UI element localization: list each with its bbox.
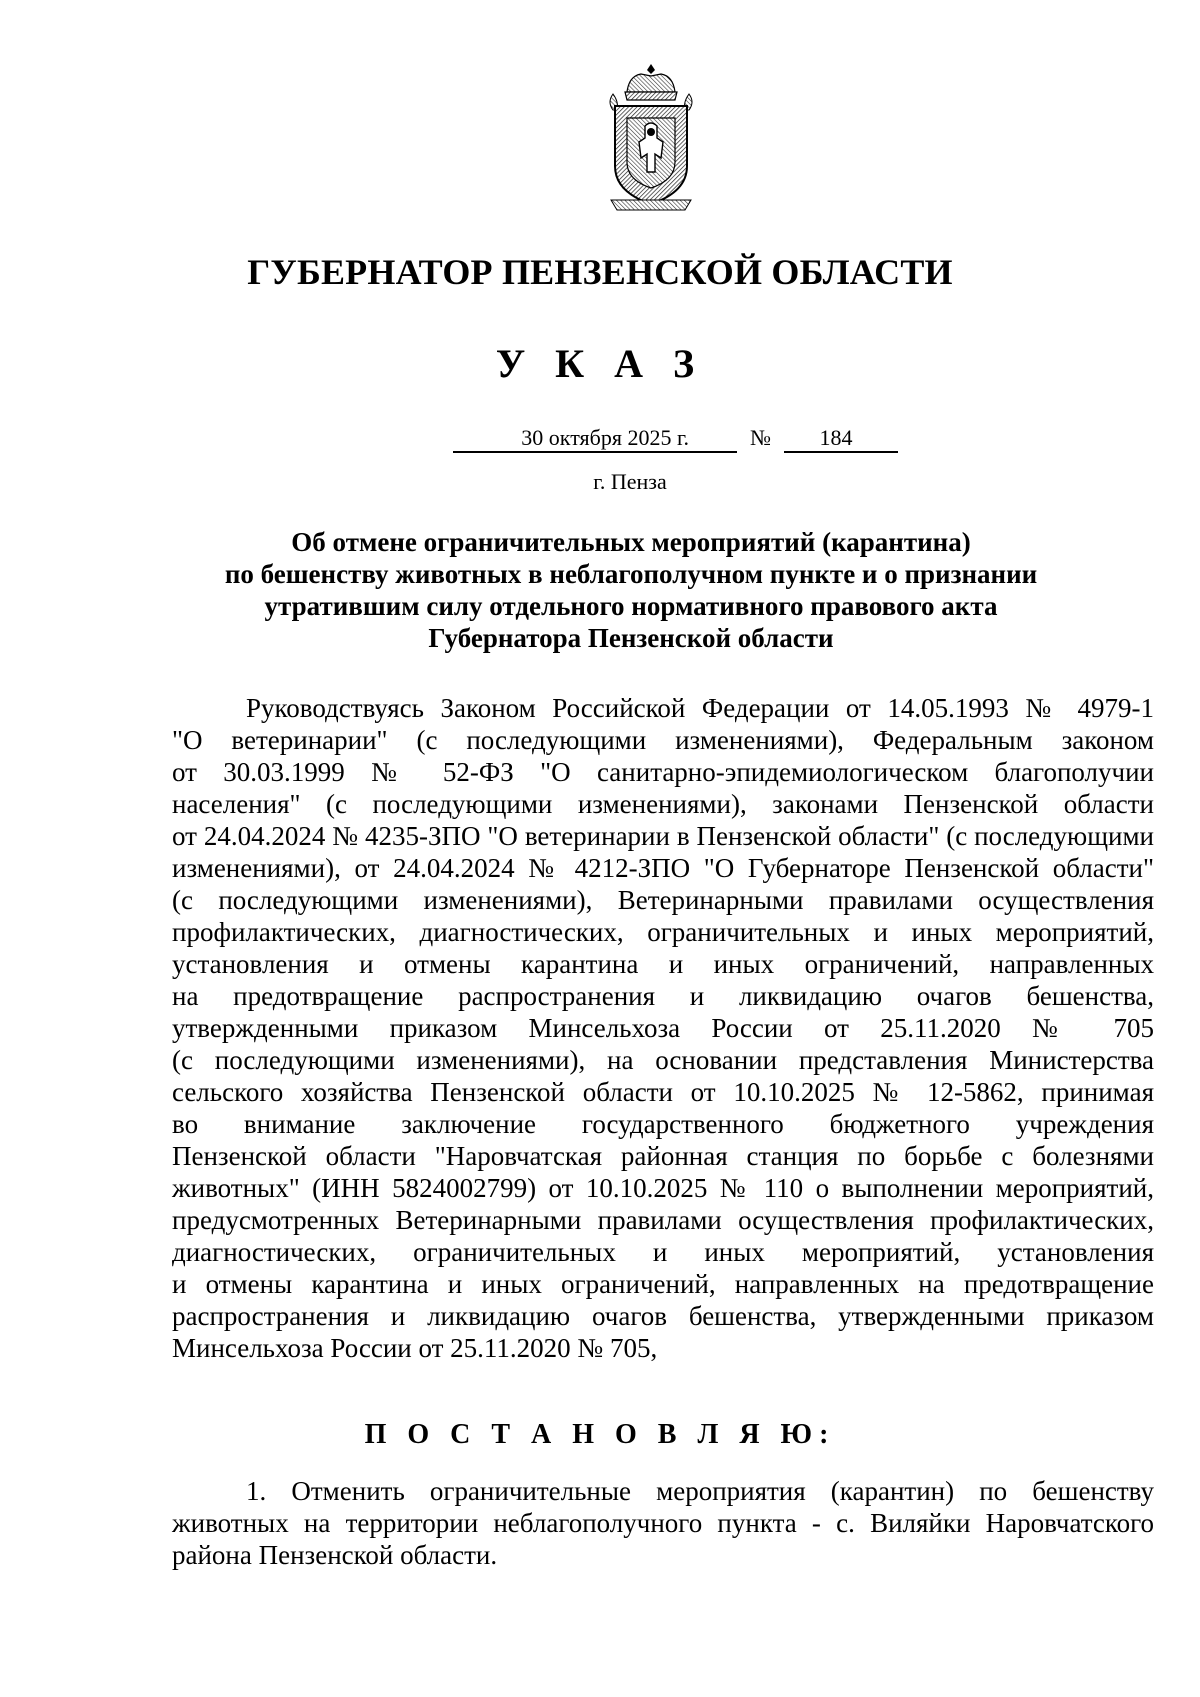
item-line: 1. Отменить ограничительные мероприятия (карантин) по бешенству — [246, 1476, 1154, 1506]
preamble-line: предусмотренных Ветеринарными правилами осуществления профилактических, — [172, 1205, 1154, 1235]
preamble-line: Пензенской области "Наровчатская районная станция по борьбе с болезнями — [172, 1141, 1154, 1171]
preamble-line: "О ветеринарии" (с последующими изменениями), Федеральным законом — [172, 725, 1154, 755]
subject-line: Об отмене ограничительных мероприятий (карантина) — [291, 527, 971, 557]
preamble-line: животных" (ИНН 5824002799) от 10.10.2025 № 110 о выполнении мероприятий, — [172, 1173, 1154, 1203]
preamble-line: профилактических, диагностических, ограничительных и иных мероприятий, — [172, 917, 1154, 947]
preamble-line: от 30.03.1999 № 52-ФЗ "О санитарно-эпидемиологическом благополучии — [172, 757, 1154, 787]
preamble-line: сельского хозяйства Пензенской области от 10.10.2025 № 12-5862, принимая — [172, 1077, 1154, 1107]
preamble-line: (с последующими изменениями), на основании представления Министерства — [172, 1045, 1154, 1075]
preamble-line: диагностических, ограничительных и иных мероприятий, установления — [172, 1237, 1154, 1267]
resolution-item-1 — [172, 1475, 1154, 1571]
number-sign: № — [750, 425, 771, 450]
issuing-authority-title: ГУБЕРНАТОР ПЕНЗЕНСКОЙ ОБЛАСТИ — [247, 252, 953, 292]
document-subject — [200, 526, 1062, 654]
preamble-line: и отмены карантина и иных ограничений, направленных на предотвращение — [172, 1269, 1154, 1299]
preamble-line: населения" (с последующими изменениями), законами Пензенской области — [172, 789, 1154, 819]
subject-line: утратившим силу отдельного нормативного правового акта — [264, 591, 998, 621]
preamble-line: на предотвращение распространения и ликвидацию очагов бешенства, — [172, 981, 1154, 1011]
issue-city: г. Пенза — [593, 469, 667, 494]
document-date: 30 октября 2025 г. — [453, 425, 737, 453]
subject-line: Губернатора Пензенской области — [428, 623, 834, 653]
preamble-line: Руководствуясь Законом Российской Федерации от 14.05.1993 № 4979-1 — [246, 693, 1154, 723]
preamble-line: установления и отмены карантина и иных ограничений, направленных — [172, 949, 1154, 979]
preamble-line: распространения и ликвидацию очагов бешенства, утвержденными приказом — [172, 1301, 1154, 1331]
document-type-title: У К А З — [495, 341, 705, 386]
resolve-heading: П О С Т А Н О В Л Я Ю: — [364, 1419, 836, 1450]
item-line: района Пензенской области. — [172, 1540, 498, 1570]
preamble-line: изменениями), от 24.04.2024 № 4212-ЗПО "О Губернаторе Пензенской области" — [172, 853, 1154, 883]
preamble-line: от 24.04.2024 № 4235-ЗПО "О ветеринарии в Пензенской области" (с последующими — [172, 821, 1154, 851]
preamble-line: Минсельхоза России от 25.11.2020 № 705, — [172, 1333, 658, 1363]
preamble-line: (с последующими изменениями), Ветеринарными правилами осуществления — [172, 885, 1154, 915]
item-line: животных на территории неблагополучного пункта - с. Виляйки Наровчатского — [172, 1508, 1154, 1538]
document-number: 184 — [784, 425, 898, 453]
preamble-line: утвержденными приказом Минсельхоза России от 25.11.2020 № 705 — [172, 1013, 1154, 1043]
subject-line: по бешенству животных в неблагополучном пункте и о признании — [224, 559, 1038, 589]
coat-of-arms-emblem — [605, 62, 697, 212]
preamble-line: во внимание заключение государственного бюджетного учреждения — [172, 1109, 1154, 1139]
preamble-paragraph — [172, 692, 1154, 1364]
